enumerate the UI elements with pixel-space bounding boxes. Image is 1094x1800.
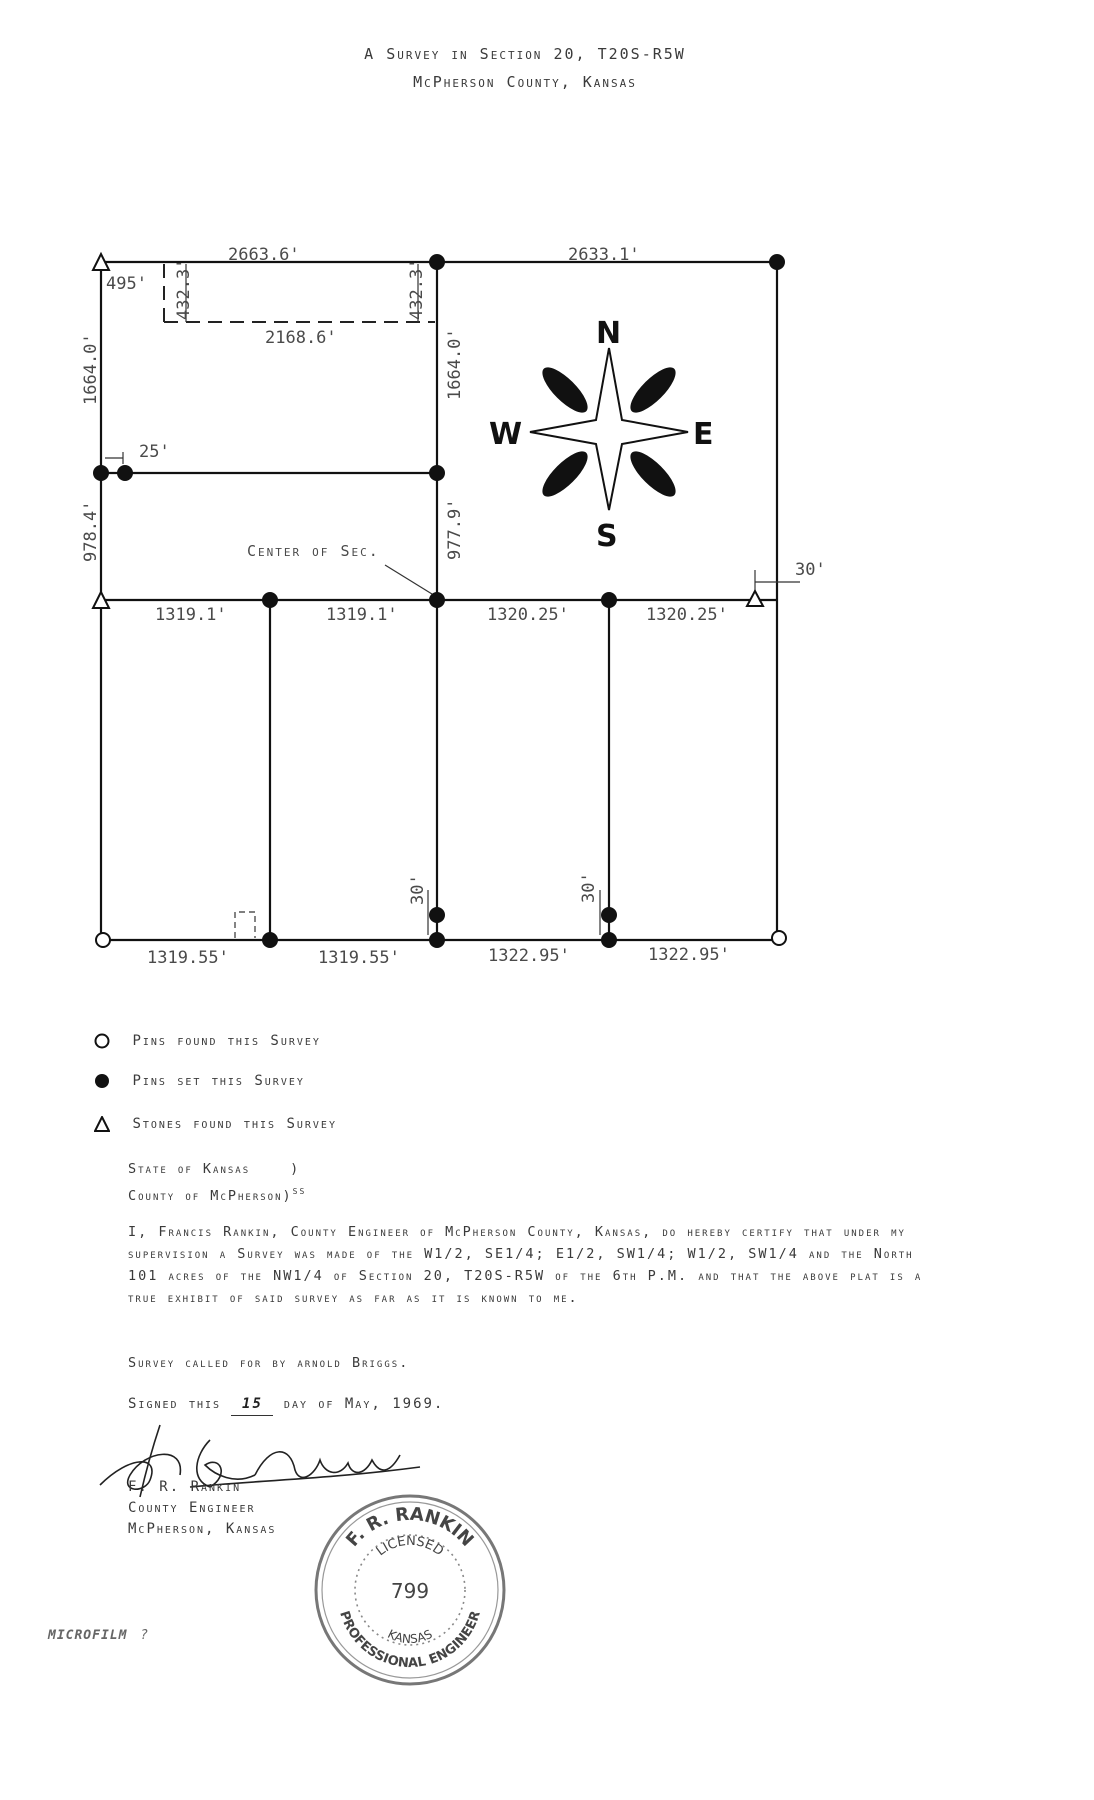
exception-parcel (164, 264, 435, 322)
venue-county-line (128, 1180, 306, 1207)
dim-center-1664: 1664.0' (445, 328, 465, 400)
pin-set-center-25 (429, 465, 445, 481)
signed-suffix: day of May, 1969. (283, 1396, 445, 1412)
legend-stones-found (94, 1116, 337, 1132)
center-of-section-label: Center of Sec. (247, 542, 380, 560)
dimension-labels (81, 245, 826, 968)
survey-called-for: Survey called for by arnold Briggs. (128, 1355, 410, 1371)
pin-set-ne-corner (769, 254, 785, 270)
signer-name: F. R. Rankin (128, 1479, 242, 1495)
pin-set-south-5 (601, 932, 617, 948)
seal-state-text: KANSAS (385, 1626, 435, 1647)
dim-mid-1319-b: 1319.1' (326, 605, 398, 625)
dim-north-west: 2663.6' (228, 245, 300, 265)
pin-found-sw-corner (96, 933, 110, 947)
legend-pins-found (94, 1033, 321, 1049)
dim-south-1322-a: 1322.95' (488, 946, 570, 966)
seal-top-text: F. R. RANKIN (342, 1503, 478, 1551)
venue-paren-1: ) (290, 1161, 301, 1177)
seal-middle-text: LICENSED (373, 1533, 447, 1560)
compass-petal-nw (536, 361, 594, 419)
survey-title: A Survey in Section 20, T20S-R5W (364, 45, 686, 63)
microfilm-stamp-text: MICROFILM (48, 1628, 128, 1643)
pin-set-west-25b (117, 465, 133, 481)
pin-set-south-3 (429, 932, 445, 948)
pin-set-west-25a (93, 465, 109, 481)
compass-rose (489, 316, 714, 554)
dim-2168: 2168.6' (265, 328, 337, 348)
certificate-text: I, Francis Rankin, County Engineer of McPherson County, Kansas, do hereby certify that under my supervision a Survey was made of the W1/2, SE1/4; E1/2, SW1/4; W1/2, SW1/4 and the North 101 acres of the NW1/4 of Section 20, T20S-R5W of the 6th P.M. and that the above plat is a true exhibit of said survey as far as it is known to me. (128, 1224, 923, 1306)
filled-circle-icon (94, 1073, 110, 1089)
dim-mid-1319-a: 1319.1' (155, 605, 227, 625)
pin-set-center (429, 592, 445, 608)
dim-offset-495: 495' (106, 274, 147, 294)
pin-set-south-4 (601, 907, 617, 923)
open-circle-icon (94, 1033, 110, 1049)
triangle-icon (94, 1116, 110, 1132)
signer-location: McPherson, Kansas (128, 1521, 277, 1537)
microfilm-stamp-mark: ? (140, 1628, 150, 1643)
stone-east-quarter (747, 591, 763, 606)
venue-ss: ss (292, 1184, 307, 1197)
compass-s: S (596, 519, 618, 554)
dim-offset-30-east: 30' (795, 560, 826, 580)
compass-petal-sw (536, 445, 594, 503)
compass-w: W (489, 417, 523, 452)
dim-offset-30-b: 30' (579, 872, 599, 903)
dim-west-1664: 1664.0' (81, 333, 101, 405)
compass-e: E (693, 417, 714, 452)
venue-state-line (128, 1158, 306, 1180)
dim-mid-1320-b: 1320.25' (646, 605, 728, 625)
dim-offset-30-a: 30' (408, 874, 428, 905)
signed-date-line (128, 1393, 444, 1416)
signed-day: 15 (231, 1393, 273, 1416)
venue-block (128, 1158, 306, 1207)
survey-county: McPherson County, Kansas (413, 73, 637, 91)
microfilm-stamp (48, 1628, 149, 1643)
dim-center-977: 977.9' (445, 498, 465, 560)
pin-set-north-quarter (429, 254, 445, 270)
signature-block (128, 1477, 276, 1540)
compass-petal-se (624, 445, 682, 503)
dim-west-978: 978.4' (81, 500, 101, 562)
pin-set-south-2 (429, 907, 445, 923)
dim-south-1319-b: 1319.55' (318, 948, 400, 968)
dim-south-1322-b: 1322.95' (648, 945, 730, 965)
venue-county: County of McPherson (128, 1188, 283, 1204)
legend-stones-found-label: Stones found this Survey (132, 1116, 337, 1132)
dim-432-left: 432.3' (174, 258, 194, 320)
legend-pins-found-label: Pins found this Survey (132, 1033, 321, 1049)
venue-paren-2: ) (282, 1188, 293, 1204)
seal-number: 799 (390, 1579, 430, 1603)
dim-north-east: 2633.1' (568, 245, 640, 265)
dim-432-right: 432.3' (407, 258, 427, 320)
seal-bottom-text: PROFESSIONAL ENGINEER (336, 1609, 484, 1672)
dim-offset-25: 25' (139, 442, 170, 462)
pin-set-mid-2 (601, 592, 617, 608)
engineer-seal (310, 1490, 510, 1690)
pin-set-south-1 (262, 932, 278, 948)
legend-pins-set-label: Pins set this Survey (132, 1073, 305, 1089)
dim-south-1319-a: 1319.55' (147, 948, 229, 968)
compass-petal-ne (624, 361, 682, 419)
dim-mid-1320-a: 1320.25' (487, 605, 569, 625)
pin-set-mid-1 (262, 592, 278, 608)
venue-state: State of Kansas (128, 1161, 251, 1177)
compass-n: N (596, 316, 622, 351)
pin-found-se-corner (772, 931, 786, 945)
signed-prefix: Signed this (128, 1396, 222, 1412)
legend-pins-set (94, 1073, 305, 1089)
signer-title: County Engineer (128, 1500, 256, 1516)
